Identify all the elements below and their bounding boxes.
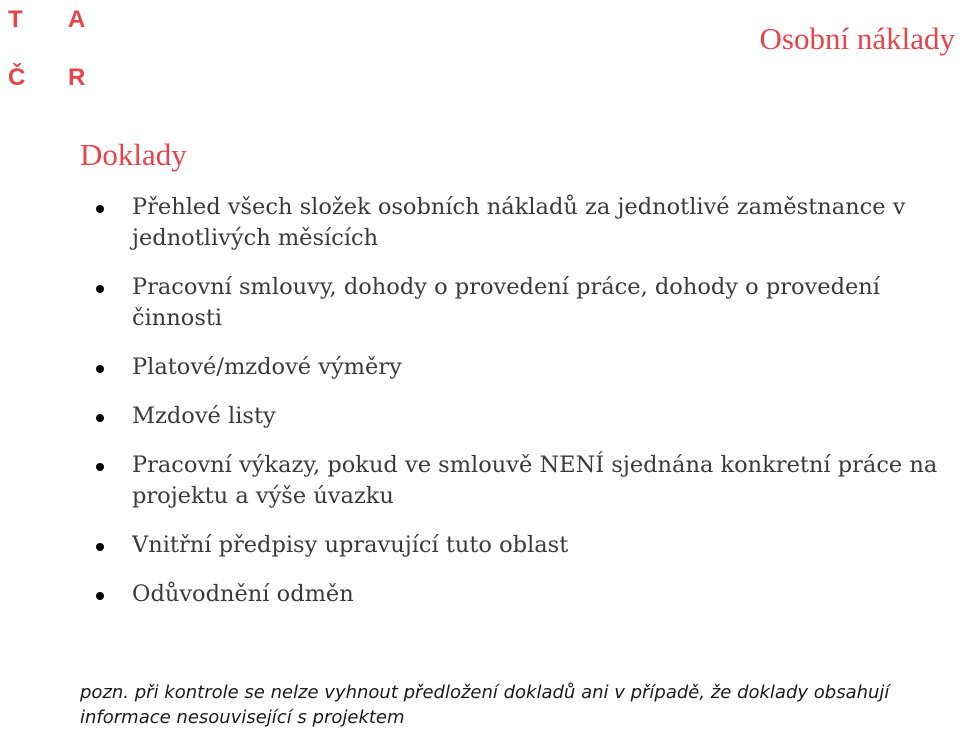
document-list: [96, 192, 946, 628]
list-item: [96, 352, 946, 383]
list-item: [96, 272, 946, 334]
bullet-icon: [96, 543, 104, 551]
logo-letter-t: T: [8, 6, 23, 33]
footnote: pozn. při kontrole se nelze vyhnout předložení dokladů ani v případě, že doklady obsahují informace nesouvisející s projektem: [80, 682, 890, 728]
page-title: Osobní náklady: [759, 21, 955, 56]
list-item-text: Pracovní smlouvy, dohody o provedení práce, dohody o provedení činnosti: [132, 274, 880, 331]
logo-letter-a: A: [68, 6, 86, 33]
bullet-icon: [96, 205, 104, 213]
list-item: [96, 192, 946, 254]
bullet-icon: [96, 285, 104, 293]
list-item: [96, 579, 946, 610]
logo-letter-c: Č: [8, 64, 26, 91]
list-item-text: Vnitřní předpisy upravující tuto oblast: [132, 532, 569, 558]
list-item: [96, 450, 946, 512]
list-item-text: Přehled všech složek osobních nákladů za jednotlivé zaměstnance v jednotlivých měsících: [132, 194, 906, 251]
section-title: Doklady: [80, 137, 187, 172]
list-item-text: Mzdové listy: [132, 403, 276, 429]
tacr-logo: [0, 0, 100, 100]
bullet-icon: [96, 414, 104, 422]
list-item-text: Pracovní výkazy, pokud ve smlouvě NENÍ sjednána konkretní práce na projektu a výše úvazku: [132, 452, 938, 509]
logo-letter-r: R: [68, 64, 86, 91]
bullet-icon: [96, 592, 104, 600]
list-item: [96, 530, 946, 561]
list-item: [96, 401, 946, 432]
bullet-icon: [96, 463, 104, 471]
list-item-text: Odůvodnění odměn: [132, 581, 354, 607]
list-item-text: Platové/mzdové výměry: [132, 354, 402, 380]
bullet-icon: [96, 365, 104, 373]
